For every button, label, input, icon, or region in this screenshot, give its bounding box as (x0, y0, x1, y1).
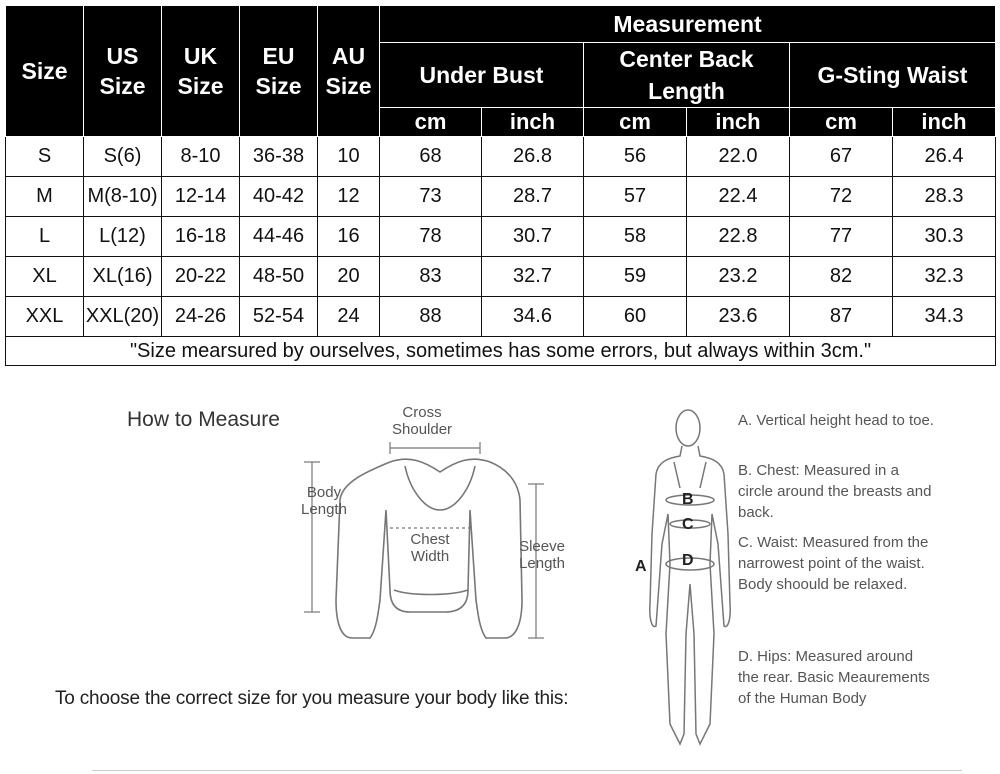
header-under-bust: Under Bust (380, 43, 584, 108)
note-c: C. Waist: Measured from the narrowest point of the waist. Body shoould be relaxed. (738, 534, 929, 593)
note-b: B. Chest: Measured in a circle around the breasts and back. (738, 462, 932, 521)
label-a: A (635, 558, 647, 575)
header-center-back-length: Center Back Length (584, 43, 790, 108)
unit-header: inch (482, 108, 584, 137)
table-cell: 23.2 (687, 257, 790, 297)
table-cell: 20 (318, 257, 380, 297)
table-cell: 56 (584, 137, 687, 177)
body-figure (640, 404, 740, 754)
header-uk-size: UK Size (162, 6, 240, 137)
table-cell: 77 (790, 217, 893, 257)
table-cell: 12-14 (162, 177, 240, 217)
table-cell: XXL (6, 297, 84, 337)
table-cell: 22.8 (687, 217, 790, 257)
table-cell: 24-26 (162, 297, 240, 337)
table-cell: 83 (380, 257, 482, 297)
how-to-measure-title: How to Measure (127, 408, 280, 431)
unit-header: cm (380, 108, 482, 137)
table-cell: 52-54 (240, 297, 318, 337)
table-cell: 32.7 (482, 257, 584, 297)
table-cell: XL(16) (84, 257, 162, 297)
header-au-size: AU Size (318, 6, 380, 137)
table-row (6, 257, 996, 297)
table-cell: 10 (318, 137, 380, 177)
table-cell: 88 (380, 297, 482, 337)
table-cell: 48-50 (240, 257, 318, 297)
unit-header: cm (790, 108, 893, 137)
table-cell: 30.3 (893, 217, 996, 257)
size-note: "Size mearsured by ourselves, sometimes has some errors, but always within 3cm." (6, 337, 996, 366)
bottom-divider (92, 770, 962, 771)
table-row (6, 177, 996, 217)
unit-header: inch (687, 108, 790, 137)
chest-width-label: Chest Width (410, 531, 450, 565)
table-cell: 67 (790, 137, 893, 177)
header-size: Size (6, 6, 84, 137)
sleeve-length-label: Sleeve Length (519, 538, 565, 572)
table-cell: 26.8 (482, 137, 584, 177)
table-cell: 32.3 (893, 257, 996, 297)
table-row (6, 137, 996, 177)
table-cell: 34.3 (893, 297, 996, 337)
table-cell: 87 (790, 297, 893, 337)
table-cell: 57 (584, 177, 687, 217)
unit-header: cm (584, 108, 687, 137)
table-cell: 12 (318, 177, 380, 217)
body-length-label: Body Length (301, 484, 347, 518)
table-cell: 78 (380, 217, 482, 257)
table-cell: 22.4 (687, 177, 790, 217)
table-cell: 73 (380, 177, 482, 217)
table-cell: 82 (790, 257, 893, 297)
instruction-text: To choose the correct size for you measure your body like this: (55, 688, 569, 709)
table-row (6, 217, 996, 257)
cross-shoulder-label: Cross Shoulder (392, 404, 453, 438)
table-cell: M(8-10) (84, 177, 162, 217)
table-cell: 22.0 (687, 137, 790, 177)
table-cell: 44-46 (240, 217, 318, 257)
table-cell: 30.7 (482, 217, 584, 257)
table-cell: XXL(20) (84, 297, 162, 337)
table-cell: M (6, 177, 84, 217)
unit-header: inch (893, 108, 996, 137)
header-g-sting-waist: G-Sting Waist (790, 43, 996, 108)
table-cell: 36-38 (240, 137, 318, 177)
header-us-size: US Size (84, 6, 162, 137)
table-cell: 68 (380, 137, 482, 177)
table-row (6, 297, 996, 337)
table-cell: 26.4 (893, 137, 996, 177)
note-a: A. Vertical height head to toe. (738, 412, 934, 429)
table-cell: 34.6 (482, 297, 584, 337)
table-cell: 59 (584, 257, 687, 297)
label-c: C (682, 516, 694, 533)
label-d: D (682, 552, 694, 569)
header-eu-size: EU Size (240, 6, 318, 137)
table-cell: 60 (584, 297, 687, 337)
table-cell: 58 (584, 217, 687, 257)
table-cell: S (6, 137, 84, 177)
table-cell: 24 (318, 297, 380, 337)
header-measurement: Measurement (380, 6, 996, 43)
table-cell: 28.3 (893, 177, 996, 217)
label-b: B (682, 491, 694, 508)
table-cell: 8-10 (162, 137, 240, 177)
table-cell: XL (6, 257, 84, 297)
size-chart-table (5, 5, 996, 366)
table-cell: 28.7 (482, 177, 584, 217)
table-cell: 23.6 (687, 297, 790, 337)
table-cell: S(6) (84, 137, 162, 177)
table-cell: L (6, 217, 84, 257)
table-cell: 16-18 (162, 217, 240, 257)
measurement-notes (738, 410, 938, 717)
note-d: D. Hips: Measured around the rear. Basic Meaurements of the Human Body (738, 648, 930, 707)
table-cell: L(12) (84, 217, 162, 257)
table-cell: 40-42 (240, 177, 318, 217)
table-cell: 20-22 (162, 257, 240, 297)
table-cell: 16 (318, 217, 380, 257)
table-cell: 72 (790, 177, 893, 217)
